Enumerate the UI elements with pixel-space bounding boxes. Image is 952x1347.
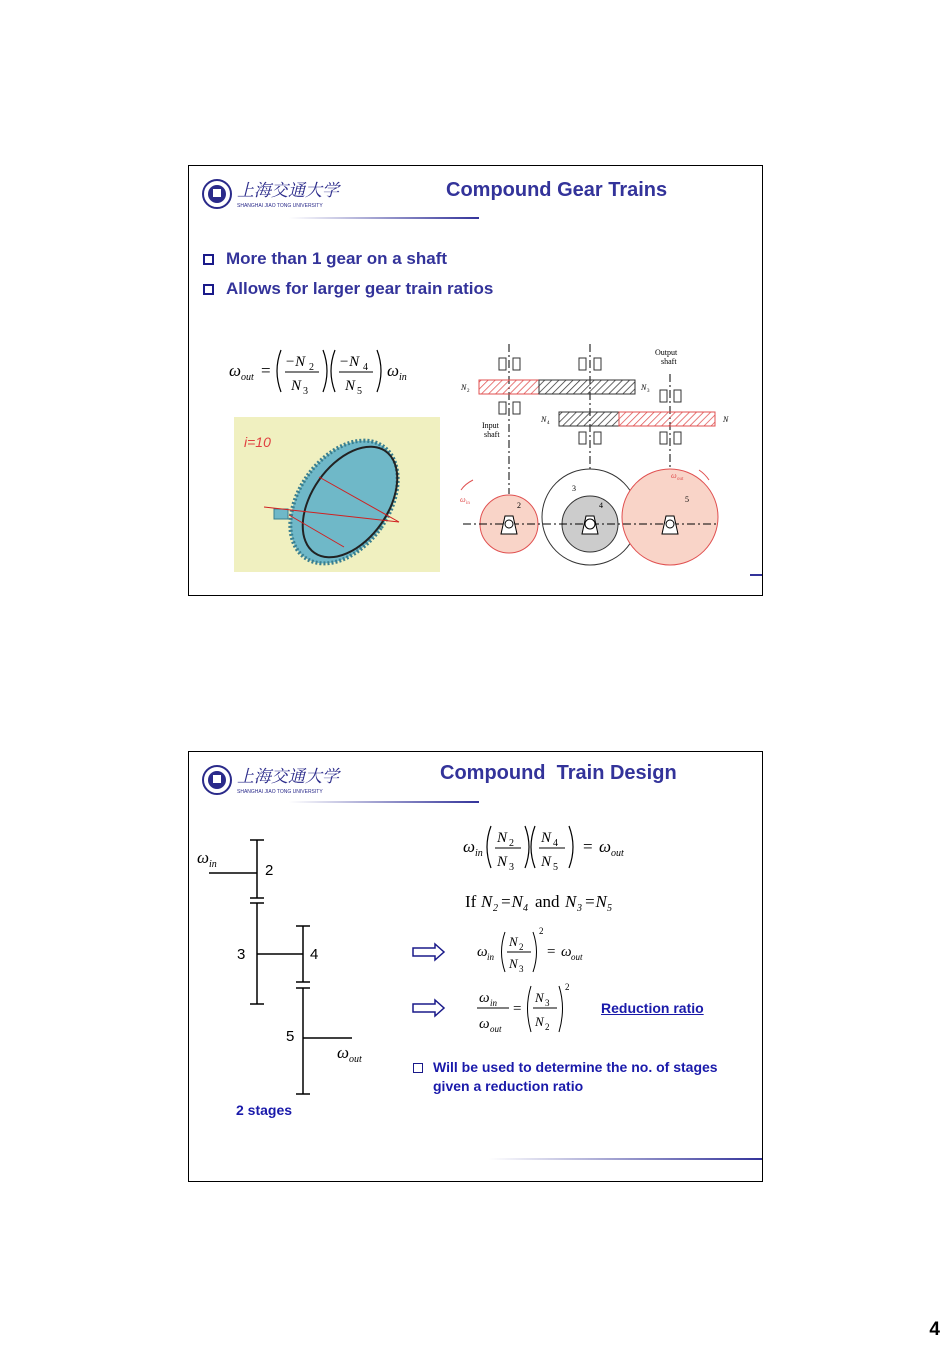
svg-text:2: 2 <box>545 1022 550 1032</box>
svg-text:3: 3 <box>509 862 514 873</box>
svg-text:ω: ω <box>387 361 400 380</box>
svg-text:2: 2 <box>517 501 521 510</box>
svg-text:2: 2 <box>467 389 470 394</box>
svg-text:ω: ω <box>479 990 490 1006</box>
svg-text:ω: ω <box>479 1016 490 1032</box>
svg-text:ω: ω <box>337 1043 350 1062</box>
note-line-2: given a reduction ratio <box>433 1078 584 1094</box>
svg-text:N: N <box>535 1014 544 1029</box>
svg-text:If: If <box>465 892 477 911</box>
condition-line <box>463 888 663 914</box>
logo-cn-text: 上海交通大学 <box>237 767 339 787</box>
svg-text:3: 3 <box>519 964 524 974</box>
svg-text:N: N <box>723 415 729 424</box>
svg-text:out: out <box>611 848 624 859</box>
implies-arrow-icon <box>411 942 447 962</box>
two-stage-schematic <box>195 832 375 1132</box>
svg-text:=: = <box>547 944 556 960</box>
svg-text:in: in <box>209 859 217 870</box>
svg-text:5: 5 <box>685 495 689 504</box>
page-number: 4 <box>929 1319 940 1340</box>
svg-text:2: 2 <box>309 362 314 373</box>
logo-en-text: SHANGHAI JIAO TONG UNIVERSITY <box>237 203 323 209</box>
svg-text:5: 5 <box>357 386 362 397</box>
svg-text:4: 4 <box>547 421 550 426</box>
svg-text:2: 2 <box>519 942 524 952</box>
bullet-text: Allows for larger gear train ratios <box>226 279 494 298</box>
stages-note <box>413 1058 763 1096</box>
gear-2-label: 2 <box>265 862 274 879</box>
checkbox-bullet-icon <box>203 254 214 265</box>
svg-text:out: out <box>349 1054 362 1065</box>
reduction-ratio-equation <box>475 978 585 1040</box>
svg-text:in: in <box>475 848 483 859</box>
svg-text:N: N <box>641 383 647 392</box>
svg-text:ω: ω <box>229 361 242 380</box>
svg-text:ω: ω <box>477 944 488 960</box>
svg-text:ω: ω <box>460 495 466 504</box>
svg-text:ω: ω <box>463 837 476 856</box>
svg-text:ω: ω <box>599 837 612 856</box>
svg-text:out: out <box>571 952 583 962</box>
svg-text:in: in <box>399 372 407 383</box>
svg-text:N: N <box>481 892 493 911</box>
bullet-1 <box>203 249 447 269</box>
svg-text:−N: −N <box>285 354 306 370</box>
svg-text:N: N <box>541 830 552 846</box>
slide-title: Compound Gear Trains <box>446 179 668 201</box>
svg-text:N: N <box>461 383 467 392</box>
gear-3d-image <box>234 417 440 572</box>
corner-rule <box>750 574 762 576</box>
note-line-1: Will be used to determine the no. of stages <box>433 1059 718 1075</box>
svg-text:3: 3 <box>647 389 650 394</box>
logo-en-text: SHANGHAI JIAO TONG UNIVERSITY <box>237 789 323 795</box>
svg-text:N: N <box>535 990 544 1005</box>
svg-text:=: = <box>513 1001 522 1017</box>
bullet-text: More than 1 gear on a shaft <box>226 249 448 268</box>
svg-text:ω: ω <box>561 944 572 960</box>
omega-out-formula <box>225 338 425 408</box>
sjtu-logo <box>201 176 351 212</box>
implies-arrow-icon <box>411 998 447 1018</box>
compound-gear-diagram <box>453 344 729 584</box>
checkbox-bullet-icon <box>203 284 214 295</box>
output-shaft-label: Output <box>655 348 678 357</box>
bullet-2 <box>203 279 493 299</box>
svg-text:=N: =N <box>584 892 607 911</box>
checkbox-bullet-icon <box>413 1063 423 1073</box>
svg-text:N: N <box>541 415 547 424</box>
gear-3-label: 3 <box>237 946 246 963</box>
svg-text:in: in <box>487 952 495 962</box>
svg-text:3: 3 <box>572 484 576 493</box>
gear-5-label: 5 <box>286 1028 295 1045</box>
svg-text:N: N <box>509 934 518 949</box>
svg-text:=: = <box>583 837 593 856</box>
logo-cn-text: 上海交通大学 <box>237 181 339 201</box>
svg-text:2: 2 <box>493 903 498 914</box>
svg-text:5: 5 <box>553 862 558 873</box>
squared-ratio-equation <box>475 922 605 978</box>
svg-text:4: 4 <box>363 362 368 373</box>
svg-text:2: 2 <box>565 982 570 992</box>
svg-text:N: N <box>291 378 302 394</box>
svg-text:out: out <box>677 477 684 482</box>
slide-title: Compound Train Design <box>440 762 677 784</box>
svg-text:N: N <box>345 378 356 394</box>
svg-text:4: 4 <box>553 838 558 849</box>
sjtu-logo <box>201 762 351 798</box>
title-rule <box>289 801 479 803</box>
svg-text:N: N <box>497 830 508 846</box>
svg-text:=N: =N <box>500 892 523 911</box>
gear-ratio-equation <box>459 814 659 884</box>
svg-text:2: 2 <box>539 926 544 936</box>
svg-text:N: N <box>565 892 577 911</box>
svg-text:=: = <box>261 361 271 380</box>
svg-text:in: in <box>466 501 470 506</box>
svg-text:ω: ω <box>197 848 210 867</box>
svg-text:shaft: shaft <box>484 430 500 439</box>
svg-text:5: 5 <box>607 903 612 914</box>
title-rule <box>289 217 479 219</box>
reduction-ratio-label: Reduction ratio <box>601 1000 704 1016</box>
stages-label: 2 stages <box>236 1102 293 1118</box>
svg-text:shaft: shaft <box>661 357 677 366</box>
svg-text:N: N <box>541 854 552 870</box>
svg-text:N: N <box>497 854 508 870</box>
svg-text:4: 4 <box>523 903 528 914</box>
svg-text:and: and <box>535 892 560 911</box>
gear-ratio-label: i=10 <box>244 434 271 450</box>
svg-text:−N: −N <box>339 354 360 370</box>
svg-text:N: N <box>509 956 518 971</box>
bottom-rule <box>489 1158 762 1160</box>
gear-4-label: 4 <box>310 946 319 963</box>
slide-compound-gear-trains <box>188 165 763 596</box>
svg-text:3: 3 <box>577 903 582 914</box>
svg-text:out: out <box>490 1024 502 1034</box>
input-shaft-label: Input <box>482 421 499 430</box>
svg-text:2: 2 <box>509 838 514 849</box>
svg-text:out: out <box>241 372 254 383</box>
svg-text:3: 3 <box>545 998 550 1008</box>
svg-text:4: 4 <box>599 501 603 510</box>
svg-text:in: in <box>490 998 498 1008</box>
slide-compound-train-design <box>188 751 763 1182</box>
svg-text:3: 3 <box>303 386 308 397</box>
svg-text:ω: ω <box>671 471 677 480</box>
